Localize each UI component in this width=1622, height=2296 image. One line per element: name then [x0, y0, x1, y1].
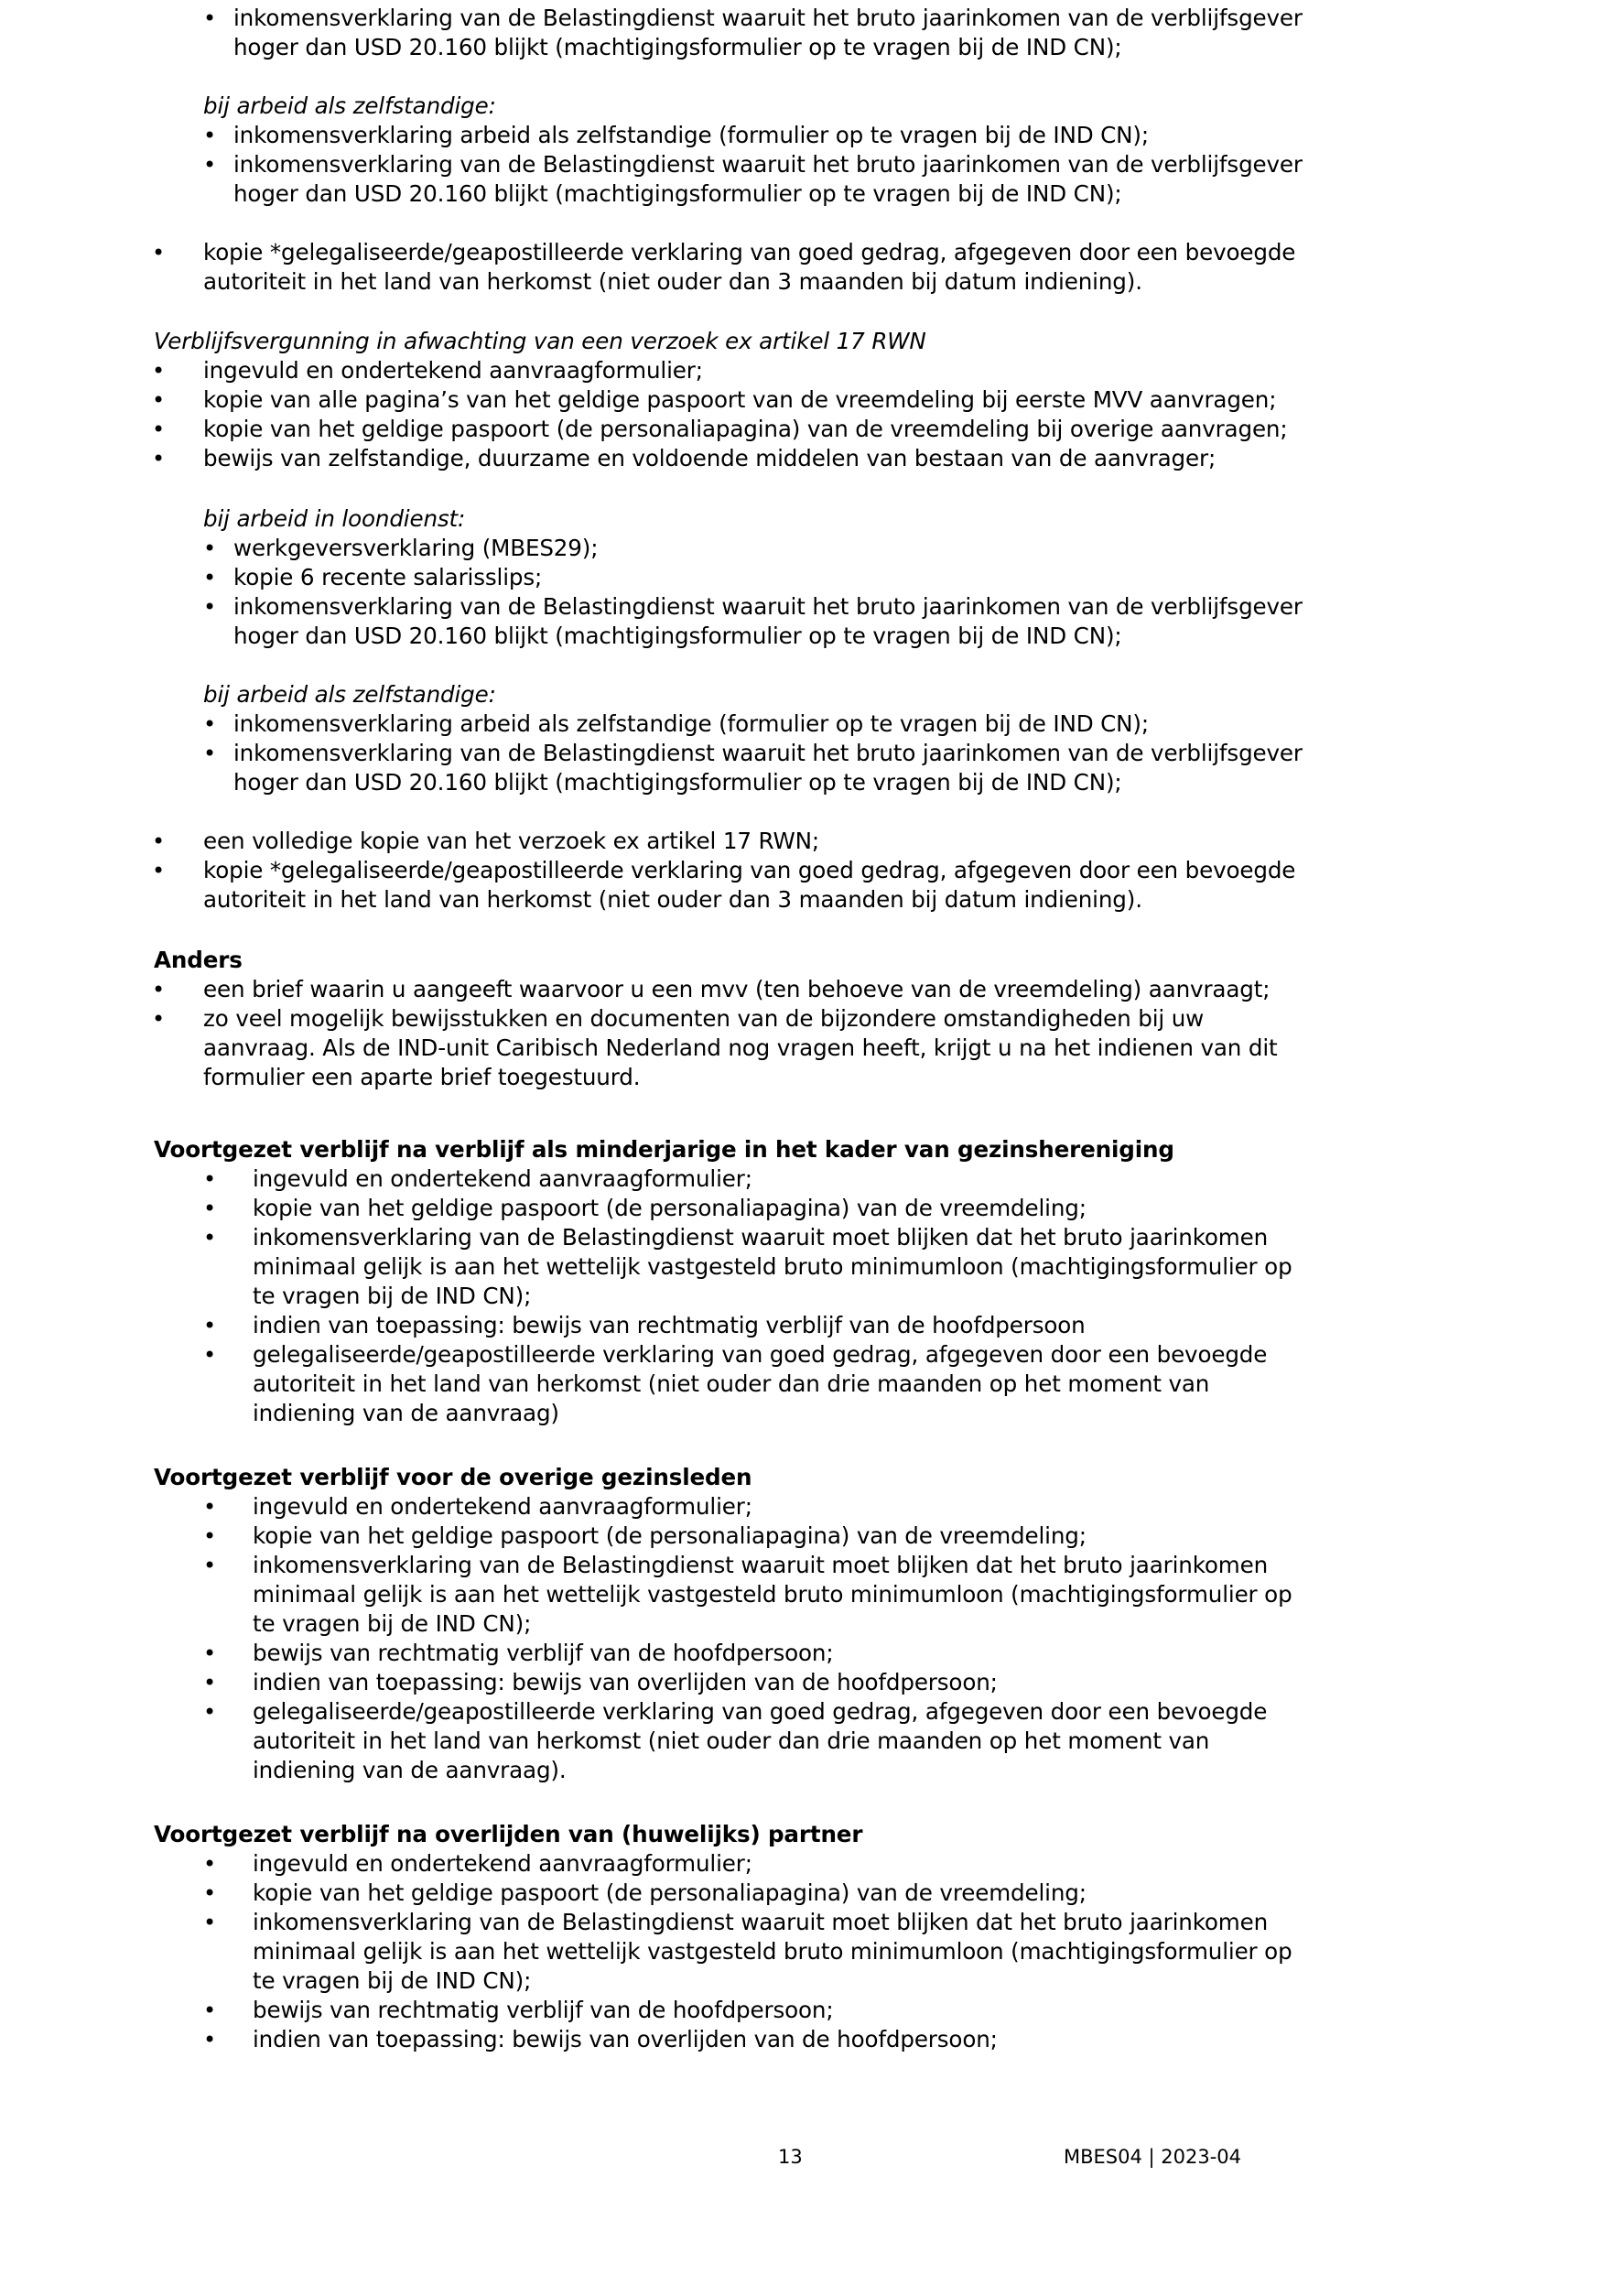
bullet-icon: • — [203, 1670, 217, 1695]
list-item-text: te vragen bij de IND CN); — [253, 1610, 532, 1637]
list-item-text: werkgeversverklaring (MBES29); — [233, 535, 599, 561]
bullet-icon: • — [152, 240, 166, 265]
bullet-icon: • — [152, 387, 166, 413]
list-item-text: formulier een aparte brief toegestuurd. — [203, 1064, 641, 1090]
list-item-text: ingevuld en ondertekend aanvraagformulier; — [253, 1165, 752, 1192]
section-heading-artikel-17: Verblijfsvergunning in afwachting van een verzoek ex artikel 17 RWN — [154, 328, 926, 354]
list-item-text: minimaal gelijk is aan het wettelijk vastgesteld bruto minimumloon (machtigingsformulier op — [253, 1938, 1292, 1965]
bullet-icon: • — [203, 123, 217, 148]
bullet-icon: • — [152, 358, 166, 384]
list-item-text: gelegaliseerde/geapostilleerde verklaring van goed gedrag, afgegeven door een bevoegde — [253, 1698, 1268, 1725]
list-item-text: kopie van het geldige paspoort (de personaliapagina) van de vreemdeling; — [253, 1522, 1087, 1549]
bullet-icon: • — [152, 829, 166, 854]
bullet-icon: • — [203, 594, 217, 620]
list-item-text: autoriteit in het land van herkomst (niet ouder dan 3 maanden bij datum indiening). — [203, 886, 1142, 913]
list-item-text: gelegaliseerde/geapostilleerde verklaring van goed gedrag, afgegeven door een bevoegde — [253, 1341, 1268, 1368]
list-item-text: te vragen bij de IND CN); — [253, 1967, 532, 1994]
subheading-zelfstandige: bij arbeid als zelfstandige: — [203, 681, 496, 708]
list-item-text: inkomensverklaring van de Belastingdienst waaruit het bruto jaarinkomen van de verblijfsgever — [233, 5, 1303, 31]
document-code: MBES04 | 2023-04 — [1064, 2146, 1242, 2168]
bullet-icon: • — [203, 2027, 217, 2052]
list-item-text: ingevuld en ondertekend aanvraagformulier; — [203, 357, 703, 384]
section-heading-minderjarige: Voortgezet verblijf na verblijf als minderjarige in het kader van gezinshereniging — [154, 1136, 1174, 1163]
bullet-icon: • — [203, 565, 217, 590]
list-item-text: kopie van het geldige paspoort (de personaliapagina) van de vreemdeling bij overige aanvragen; — [203, 416, 1288, 442]
subheading-loondienst: bij arbeid in loondienst: — [203, 505, 466, 532]
bullet-icon: • — [203, 1910, 217, 1935]
bullet-icon: • — [203, 1880, 217, 1906]
bullet-icon: • — [203, 1699, 217, 1725]
bullet-icon: • — [203, 1641, 217, 1666]
bullet-icon: • — [203, 1196, 217, 1221]
section-heading-overige-gezinsleden: Voortgezet verblijf voor de overige gezinsleden — [154, 1464, 752, 1490]
list-item-text: bewijs van rechtmatig verblijf van de hoofdpersoon; — [253, 1997, 834, 2023]
list-item-text: kopie *gelegaliseerde/geapostilleerde verklaring van goed gedrag, afgegeven door een bevoegde — [203, 857, 1296, 883]
bullet-icon: • — [203, 1523, 217, 1549]
bullet-icon: • — [152, 1006, 166, 1032]
section-heading-overlijden-partner: Voortgezet verblijf na overlijden van (huwelijks) partner — [154, 1821, 863, 1847]
bullet-icon: • — [203, 711, 217, 737]
list-item-text: inkomensverklaring van de Belastingdienst waaruit het bruto jaarinkomen van de verblijfsgever — [233, 593, 1303, 620]
list-item-text: indiening van de aanvraag) — [253, 1400, 559, 1426]
list-item-text: minimaal gelijk is aan het wettelijk vastgesteld bruto minimumloon (machtigingsformulier op — [253, 1253, 1292, 1280]
bullet-icon: • — [203, 1313, 217, 1338]
list-item-text: inkomensverklaring arbeid als zelfstandige (formulier op te vragen bij de IND CN); — [233, 710, 1150, 737]
bullet-icon: • — [203, 1225, 217, 1251]
list-item-text: hoger dan USD 20.160 blijkt (machtigingsformulier op te vragen bij de IND CN); — [233, 623, 1122, 649]
list-item-text: hoger dan USD 20.160 blijkt (machtigingsformulier op te vragen bij de IND CN); — [233, 34, 1122, 60]
bullet-icon: • — [203, 5, 217, 31]
list-item-text: indien van toepassing: bewijs van overlijden van de hoofdpersoon; — [253, 1669, 998, 1695]
list-item-text: hoger dan USD 20.160 blijkt (machtigingsformulier op te vragen bij de IND CN); — [233, 769, 1122, 796]
bullet-icon: • — [152, 417, 166, 442]
bullet-icon: • — [152, 977, 166, 1002]
subheading-zelfstandige: bij arbeid als zelfstandige: — [203, 92, 496, 119]
list-item-text: bewijs van zelfstandige, duurzame en voldoende middelen van bestaan van de aanvrager; — [203, 445, 1216, 471]
list-item-text: bewijs van rechtmatig verblijf van de hoofdpersoon; — [253, 1640, 834, 1666]
list-item-text: inkomensverklaring arbeid als zelfstandige (formulier op te vragen bij de IND CN); — [233, 122, 1150, 148]
list-item-text: autoriteit in het land van herkomst (niet ouder dan drie maanden op het moment van — [253, 1727, 1210, 1754]
bullet-icon: • — [203, 152, 217, 178]
list-item-text: een volledige kopie van het verzoek ex artikel 17 RWN; — [203, 828, 820, 854]
list-item-text: inkomensverklaring van de Belastingdienst waaruit moet blijken dat het bruto jaarinkomen — [253, 1552, 1269, 1578]
bullet-icon: • — [203, 1851, 217, 1877]
list-item-text: inkomensverklaring van de Belastingdienst waaruit het bruto jaarinkomen van de verblijfsgever — [233, 151, 1303, 178]
section-heading-anders: Anders — [154, 947, 243, 973]
bullet-icon: • — [203, 1166, 217, 1192]
bullet-icon: • — [203, 1494, 217, 1520]
list-item-text: kopie van alle pagina’s van het geldige paspoort van de vreemdeling bij eerste MVV aanvragen; — [203, 386, 1277, 413]
bullet-icon: • — [203, 536, 217, 561]
list-item-text: autoriteit in het land van herkomst (niet ouder dan 3 maanden bij datum indiening). — [203, 268, 1142, 295]
bullet-icon: • — [203, 1342, 217, 1368]
bullet-icon: • — [152, 446, 166, 471]
bullet-icon: • — [152, 858, 166, 883]
bullet-icon: • — [203, 741, 217, 766]
list-item-text: inkomensverklaring van de Belastingdienst waaruit moet blijken dat het bruto jaarinkomen — [253, 1909, 1269, 1935]
list-item-text: autoriteit in het land van herkomst (niet ouder dan drie maanden op het moment van — [253, 1370, 1210, 1397]
list-item-text: indien van toepassing: bewijs van rechtmatig verblijf van de hoofdpersoon — [253, 1312, 1086, 1338]
list-item-text: te vragen bij de IND CN); — [253, 1283, 532, 1309]
list-item-text: kopie van het geldige paspoort (de personaliapagina) van de vreemdeling; — [253, 1879, 1087, 1906]
list-item-text: ingevuld en ondertekend aanvraagformulier; — [253, 1850, 752, 1877]
list-item-text: kopie van het geldige paspoort (de personaliapagina) van de vreemdeling; — [253, 1195, 1087, 1221]
list-item-text: indien van toepassing: bewijs van overlijden van de hoofdpersoon; — [253, 2026, 998, 2052]
list-item-text: indiening van de aanvraag). — [253, 1757, 567, 1783]
page-number: 13 — [778, 2146, 803, 2168]
list-item-text: ingevuld en ondertekend aanvraagformulier; — [253, 1493, 752, 1520]
list-item-text: kopie 6 recente salarisslips; — [233, 564, 543, 590]
list-item-text: zo veel mogelijk bewijsstukken en documenten van de bijzondere omstandigheden bij uw — [203, 1005, 1205, 1032]
list-item-text: aanvraag. Als de IND-unit Caribisch Nederland nog vragen heeft, krijgt u na het indienen van dit — [203, 1034, 1278, 1061]
list-item-text: een brief waarin u aangeeft waarvoor u een mvv (ten behoeve van de vreemdeling) aanvraagt; — [203, 976, 1271, 1002]
list-item-text: minimaal gelijk is aan het wettelijk vastgesteld bruto minimumloon (machtigingsformulier op — [253, 1581, 1292, 1608]
list-item-text: hoger dan USD 20.160 blijkt (machtigingsformulier op te vragen bij de IND CN); — [233, 180, 1122, 207]
bullet-icon: • — [203, 1998, 217, 2023]
list-item-text: inkomensverklaring van de Belastingdienst waaruit moet blijken dat het bruto jaarinkomen — [253, 1224, 1269, 1251]
list-item-text: inkomensverklaring van de Belastingdienst waaruit het bruto jaarinkomen van de verblijfsgever — [233, 740, 1303, 766]
bullet-icon: • — [203, 1553, 217, 1578]
list-item-text: kopie *gelegaliseerde/geapostilleerde verklaring van goed gedrag, afgegeven door een bevoegde — [203, 239, 1296, 265]
